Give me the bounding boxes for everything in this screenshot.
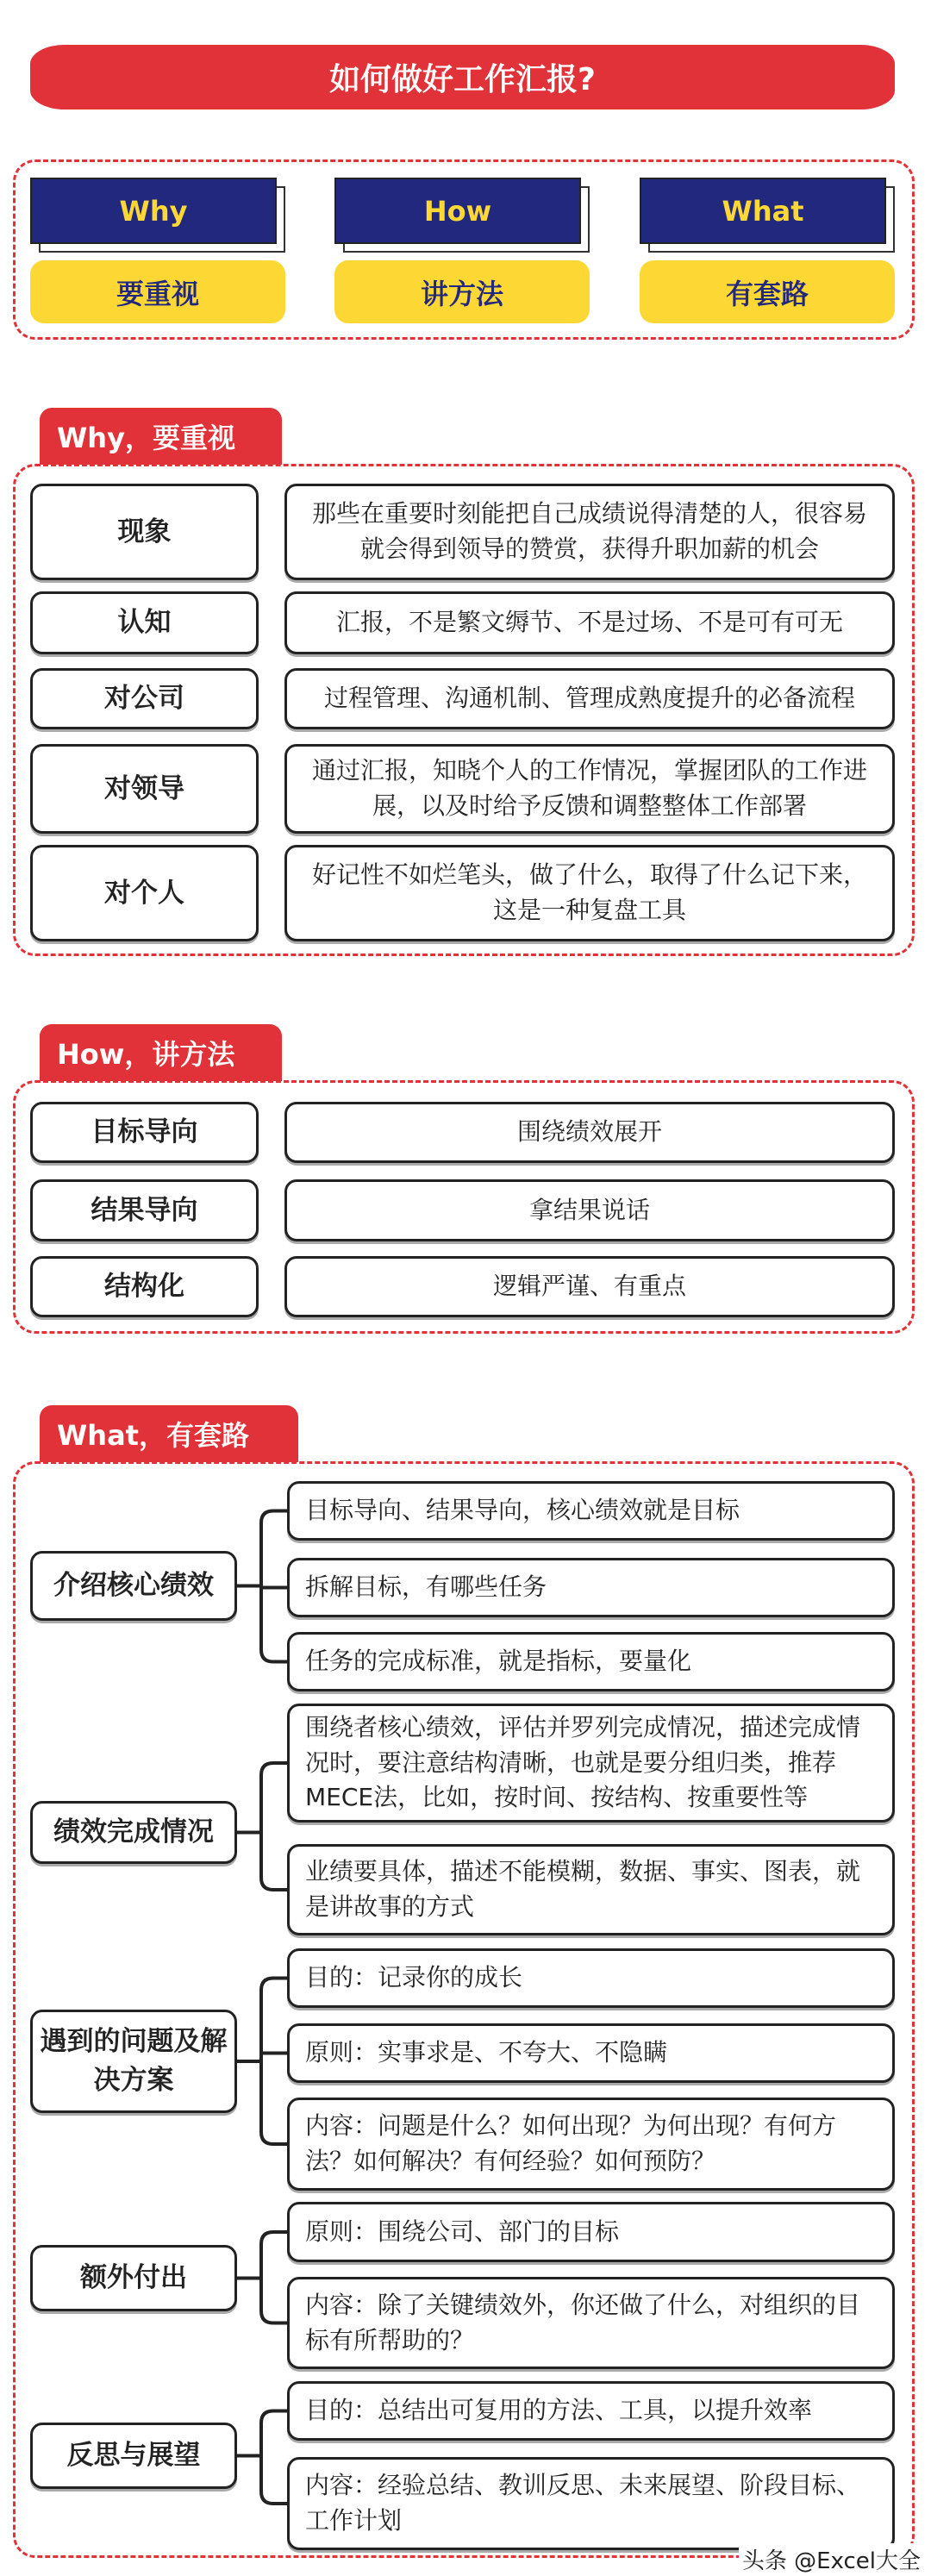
bracket-connector	[237, 1979, 287, 2145]
bracket-connector	[237, 2232, 287, 2323]
how-heading: How，讲方法	[40, 1024, 282, 1081]
how-row-content: 围绕绩效展开	[284, 1102, 895, 1163]
what-group-item: 目的：总结出可复用的方法、工具，以提升效率	[287, 2381, 895, 2441]
page-title: 如何做好工作汇报?	[30, 45, 895, 109]
bracket-connector	[237, 1511, 287, 1662]
what-group-label: 反思与展望	[30, 2423, 237, 2489]
card-title: How	[334, 178, 581, 244]
overview-subtitle-how: 讲方法	[334, 260, 590, 323]
bracket-connector	[237, 1763, 287, 1890]
why-row-label: 认知	[30, 591, 259, 654]
why-row-label: 对个人	[30, 845, 259, 941]
what-group-label: 额外付出	[30, 2245, 237, 2311]
how-row-content: 逻辑严谨、有重点	[284, 1256, 895, 1317]
how-row-label: 目标导向	[30, 1102, 259, 1163]
card-title: What	[640, 178, 886, 244]
how-row-label: 结构化	[30, 1256, 259, 1317]
what-group-item: 原则：实事求是、不夸大、不隐瞒	[287, 2023, 895, 2083]
what-group-item: 围绕者核心绩效，评估并罗列完成情况，描述完成情况时，要注意结构清晰，也就是要分组归类，推荐MECE法，比如，按时间、按结构、按重要性等	[287, 1704, 895, 1823]
why-row-label: 对公司	[30, 668, 259, 729]
what-heading: What，有套路	[40, 1405, 298, 1462]
why-row-content: 通过汇报，知晓个人的工作情况，掌握团队的工作进展，以及时给予反馈和调整整体工作部署	[284, 744, 895, 834]
why-row-content: 好记性不如烂笔头，做了什么，取得了什么记下来，这是一种复盘工具	[284, 845, 895, 941]
what-group-item: 原则：围绕公司、部门的目标	[287, 2202, 895, 2262]
what-group-label: 介绍核心绩效	[30, 1551, 237, 1621]
why-row-label: 现象	[30, 484, 259, 580]
bracket-connector	[237, 2411, 287, 2504]
what-group-item: 内容：除了关键绩效外，你还做了什么，对组织的目标有所帮助的？	[287, 2277, 895, 2369]
why-row-content: 过程管理、沟通机制、管理成熟度提升的必备流程	[284, 668, 895, 729]
credit-text: 头条 @Excel大全	[739, 2543, 924, 2575]
what-group-item: 目的：记录你的成长	[287, 1948, 895, 2008]
what-group-item: 内容：问题是什么？如何出现？为何出现？有何方法？如何解决？有何经验？如何预防？	[287, 2098, 895, 2191]
what-group-item: 业绩要具体，描述不能模糊，数据、事实、图表，就是讲故事的方式	[287, 1844, 895, 1935]
overview-subtitle-what: 有套路	[640, 260, 895, 323]
what-group-item: 目标导向、结果导向，核心绩效就是目标	[287, 1481, 895, 1541]
what-group-label: 绩效完成情况	[30, 1801, 237, 1864]
card-title: Why	[30, 178, 277, 244]
why-row-content: 汇报，不是繁文缛节、不是过场、不是可有可无	[284, 591, 895, 654]
what-group-item: 拆解目标，有哪些任务	[287, 1558, 895, 1617]
overview-subtitle-why: 要重视	[30, 260, 285, 323]
what-group-item: 任务的完成标准，就是指标，要量化	[287, 1632, 895, 1691]
what-group-item: 内容：经验总结、教训反思、未来展望、阶段目标、工作计划	[287, 2457, 895, 2550]
why-heading: Why，要重视	[40, 408, 282, 465]
why-row-content: 那些在重要时刻能把自己成绩说得清楚的人，很容易就会得到领导的赞赏，获得升职加薪的机会	[284, 484, 895, 580]
how-row-content: 拿结果说话	[284, 1179, 895, 1241]
how-row-label: 结果导向	[30, 1179, 259, 1241]
what-group-label: 遇到的问题及解决方案	[30, 2010, 237, 2113]
why-row-label: 对领导	[30, 744, 259, 834]
